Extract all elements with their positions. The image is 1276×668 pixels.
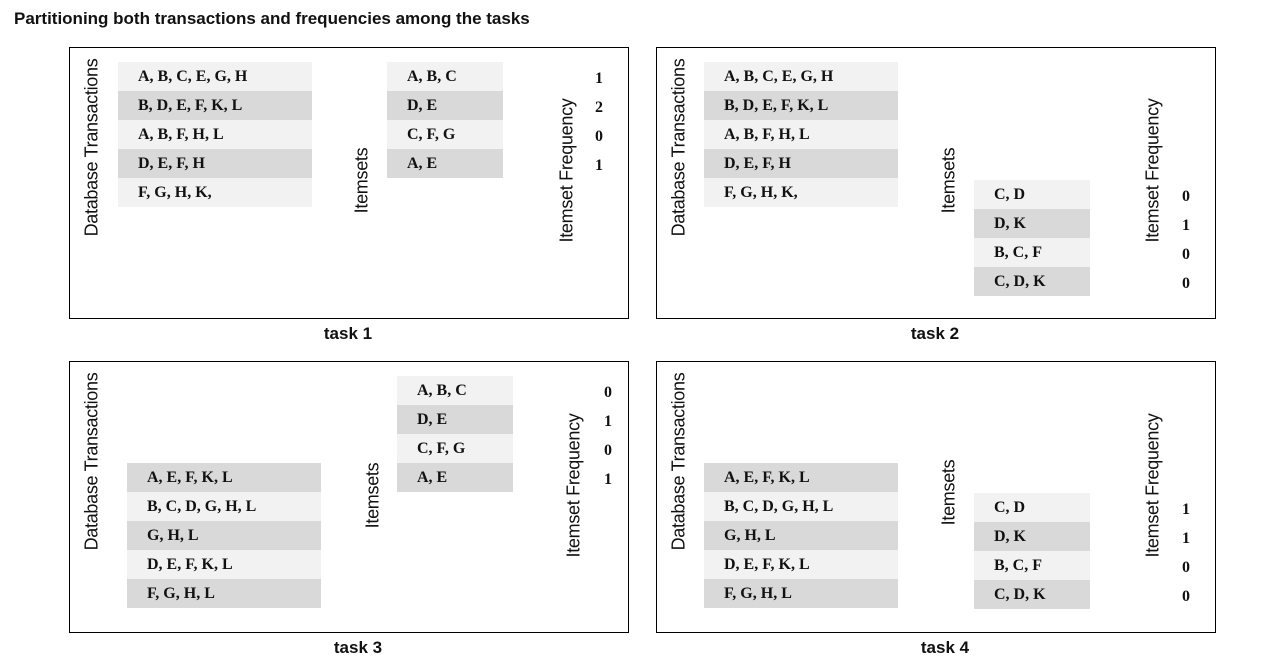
frequency-value: 1 bbox=[604, 471, 612, 488]
itemset-row: D, K bbox=[974, 209, 1090, 238]
transaction-row: A, E, F, K, L bbox=[127, 463, 321, 492]
frequency-value: 0 bbox=[1182, 559, 1190, 576]
task-4-label: task 4 bbox=[920, 638, 970, 657]
itemset-row: B, C, F bbox=[974, 551, 1090, 580]
frequency-value: 1 bbox=[1182, 217, 1190, 234]
transaction-row: A, B, C, E, G, H bbox=[704, 62, 898, 91]
task-4-transactions-table bbox=[704, 463, 898, 608]
task-2-transactions-table bbox=[704, 62, 898, 207]
frequency-value: 0 bbox=[604, 442, 612, 459]
transaction-row: F, G, H, L bbox=[704, 579, 898, 608]
task-1-itemsets-table bbox=[387, 62, 503, 178]
frequency-value: 1 bbox=[1182, 530, 1190, 547]
task-1-frequency-axis-label: Itemset Frequency bbox=[556, 98, 577, 242]
itemset-row: C, D bbox=[974, 493, 1090, 522]
itemset-row: C, D, K bbox=[974, 267, 1090, 296]
transaction-row: A, B, C, E, G, H bbox=[118, 62, 312, 91]
frequency-value: 1 bbox=[1182, 501, 1190, 518]
task-4-frequency-column bbox=[1176, 495, 1196, 611]
transaction-row: G, H, L bbox=[704, 521, 898, 550]
itemset-row: A, B, C bbox=[397, 376, 513, 405]
transaction-row: B, C, D, G, H, L bbox=[704, 492, 898, 521]
transaction-row: F, G, H, K, bbox=[118, 178, 312, 207]
itemset-row: C, D bbox=[974, 180, 1090, 209]
task-2-transactions-axis-label: Database Transactions bbox=[668, 58, 689, 236]
task-1-transactions-table bbox=[118, 62, 312, 207]
transaction-row: B, C, D, G, H, L bbox=[127, 492, 321, 521]
task-3-frequency-axis-label: Itemset Frequency bbox=[563, 413, 584, 557]
transaction-row: A, B, F, H, L bbox=[118, 120, 312, 149]
task-3-transactions-table bbox=[127, 463, 321, 608]
task-3-label: task 3 bbox=[333, 638, 383, 657]
task-3-itemsets-axis-label: Itemsets bbox=[362, 462, 383, 528]
task-2-itemsets-table bbox=[974, 180, 1090, 296]
frequency-value: 1 bbox=[595, 70, 603, 87]
itemset-row: A, E bbox=[397, 463, 513, 492]
transaction-row: A, E, F, K, L bbox=[704, 463, 898, 492]
itemset-row: A, E bbox=[387, 149, 503, 178]
task-4-itemsets-axis-label: Itemsets bbox=[938, 459, 959, 525]
task-2-itemsets-axis-label: Itemsets bbox=[938, 147, 959, 213]
itemset-row: C, F, G bbox=[387, 120, 503, 149]
transaction-row: D, E, F, H bbox=[704, 149, 898, 178]
task-1-transactions-axis-label: Database Transactions bbox=[81, 58, 102, 236]
itemset-row: B, C, F bbox=[974, 238, 1090, 267]
frequency-value: 1 bbox=[604, 413, 612, 430]
task-2-frequency-column bbox=[1176, 182, 1196, 298]
transaction-row: A, B, F, H, L bbox=[704, 120, 898, 149]
itemset-row: D, E bbox=[387, 91, 503, 120]
frequency-value: 0 bbox=[1182, 275, 1190, 292]
itemset-row: C, F, G bbox=[397, 434, 513, 463]
transaction-row: D, E, F, H bbox=[118, 149, 312, 178]
itemset-row: C, D, K bbox=[974, 580, 1090, 609]
itemset-row: D, K bbox=[974, 522, 1090, 551]
transaction-row: F, G, H, K, bbox=[704, 178, 898, 207]
page-title: Partitioning both transactions and frequencies among the tasks bbox=[14, 9, 530, 28]
transaction-row: B, D, E, F, K, L bbox=[118, 91, 312, 120]
frequency-value: 0 bbox=[1182, 246, 1190, 263]
frequency-value: 0 bbox=[595, 128, 603, 145]
frequency-value: 2 bbox=[595, 99, 603, 116]
frequency-value: 0 bbox=[1182, 188, 1190, 205]
task-2-label: task 2 bbox=[910, 324, 960, 343]
transaction-row: F, G, H, L bbox=[127, 579, 321, 608]
task-4-frequency-axis-label: Itemset Frequency bbox=[1142, 413, 1163, 557]
frequency-value: 0 bbox=[1182, 588, 1190, 605]
transaction-row: G, H, L bbox=[127, 521, 321, 550]
task-4-itemsets-table bbox=[974, 493, 1090, 609]
task-3-itemsets-table bbox=[397, 376, 513, 492]
transaction-row: B, D, E, F, K, L bbox=[704, 91, 898, 120]
task-2-frequency-axis-label: Itemset Frequency bbox=[1142, 98, 1163, 242]
task-3-transactions-axis-label: Database Transactions bbox=[81, 372, 102, 550]
transaction-row: D, E, F, K, L bbox=[704, 550, 898, 579]
task-1-frequency-column bbox=[589, 64, 609, 180]
frequency-value: 0 bbox=[604, 384, 612, 401]
itemset-row: D, E bbox=[397, 405, 513, 434]
frequency-value: 1 bbox=[595, 157, 603, 174]
itemset-row: A, B, C bbox=[387, 62, 503, 91]
task-1-label: task 1 bbox=[323, 324, 373, 343]
task-3-frequency-column bbox=[598, 378, 618, 494]
task-4-transactions-axis-label: Database Transactions bbox=[668, 372, 689, 550]
transaction-row: D, E, F, K, L bbox=[127, 550, 321, 579]
task-1-itemsets-axis-label: Itemsets bbox=[351, 147, 372, 213]
